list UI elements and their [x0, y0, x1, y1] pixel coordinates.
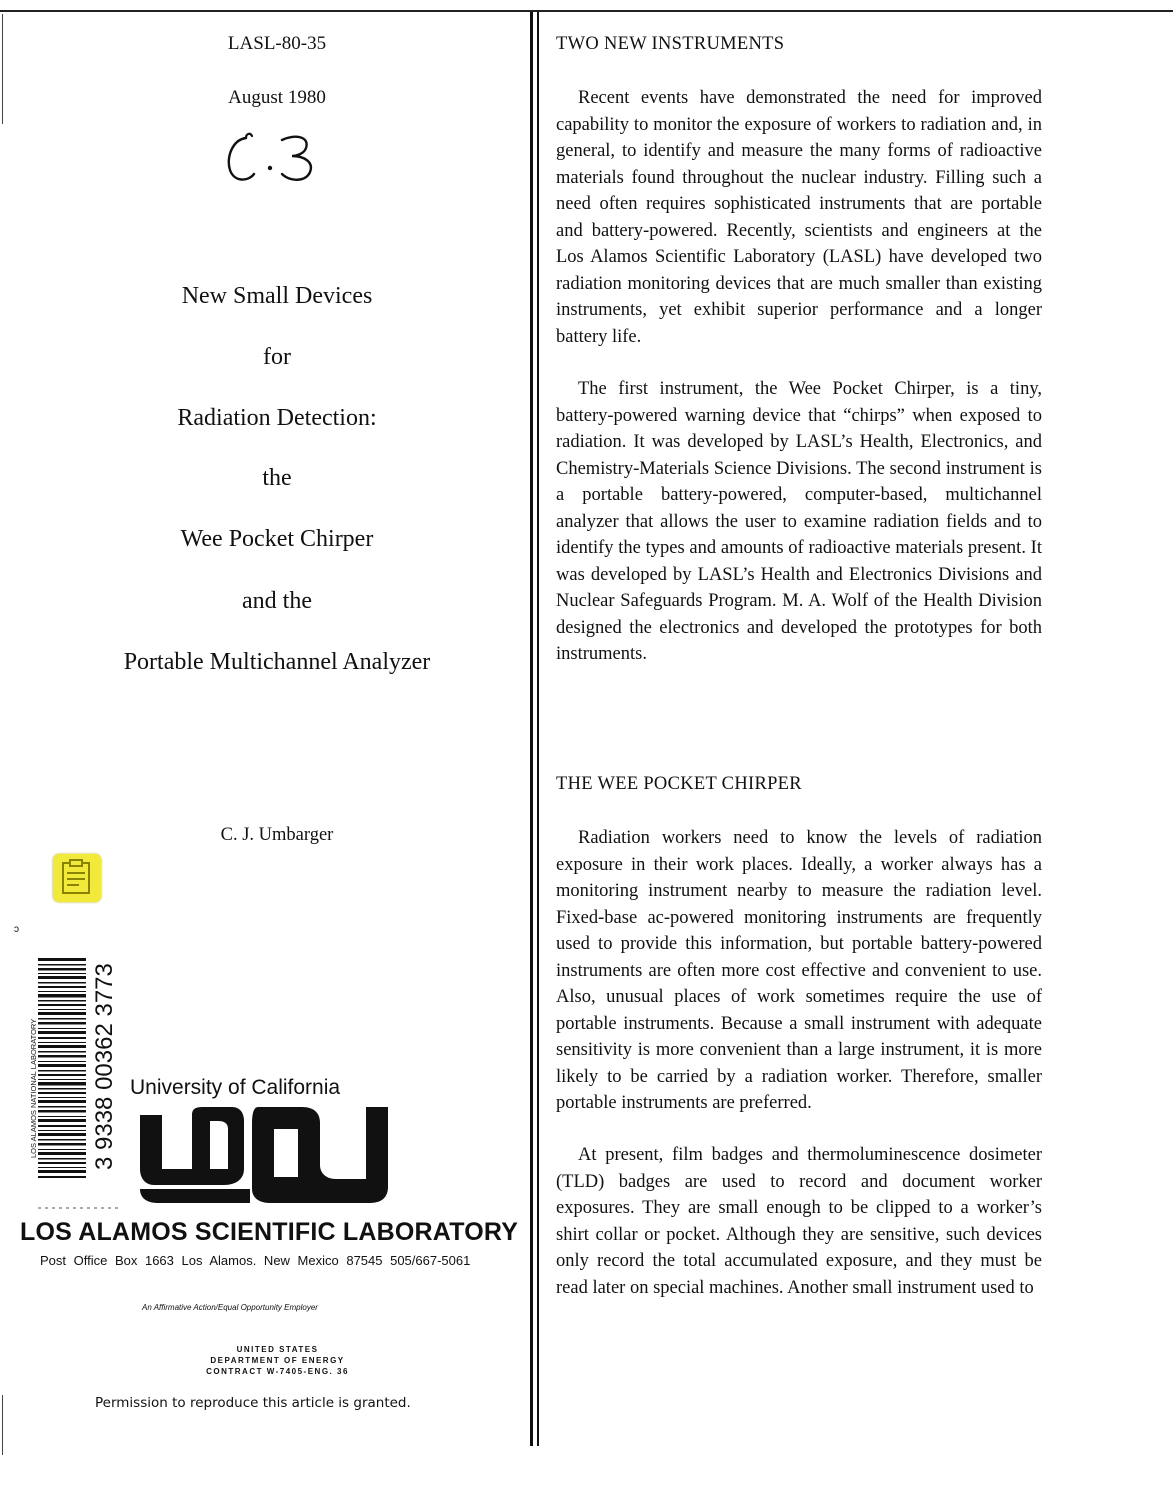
report-number: LASL-80-35: [227, 33, 327, 54]
laboratory-name: LOS ALAMOS SCIENTIFIC LABORATORY: [20, 1218, 519, 1246]
scan-left-edge-lower: [2, 1395, 3, 1455]
column-divider: [530, 12, 533, 1446]
doe-line-2: DEPARTMENT OF ENERGY: [210, 1356, 345, 1365]
title-line-6: and the: [242, 588, 312, 614]
barcode-label: LOS ALAMOS NATIONAL LABORATORY: [29, 1018, 38, 1158]
title-line-5: Wee Pocket Chirper: [180, 526, 374, 552]
paragraph-2: The first instrument, the Wee Pocket Chirper, is a tiny, battery-powered warning device that “chirps” when exposed to radiation. It was developed by LASL’s Health, Electronics, and Chemistry-Materials Science Divisions. The second instrument is a portable battery-powered, computer-based, multichannel analyzer that allows the user to examine radiation fields and to identify the types and amounts of radioactive materials present. It was developed by LASL’s Health and Electronics Divisions and Nuclear Safeguards Program. M. A. Wolf of the Health Division designed the electronics and developed the prototypes for both instruments.: [556, 379, 1042, 664]
barcode-number: 3 9338 00362 3773: [91, 963, 118, 1170]
library-barcode: [8, 918, 123, 1213]
scan-top-edge: [0, 10, 1173, 12]
title-line-3: Radiation Detection:: [177, 405, 377, 431]
column-divider-inner: [537, 12, 539, 1446]
title-line-4: the: [262, 465, 292, 491]
title-line-2: for: [263, 344, 291, 370]
laboratory-address: Post Office Box 1663 Los Alamos. New Mexico 87545 505/667-5061: [40, 1253, 471, 1268]
scan-left-edge: [2, 14, 3, 124]
paragraph-1: Recent events have demonstrated the need for improved capability to monitor the exposure of workers to radiation and, in general, to identify and measure the many forms of radioactive materials found throughout the nuclear industry. Filling such a need often requires sophisticated instruments that are portable and battery-powered. Recently, scientists and engineers at the Los Alamos Scientific Laboratory (LASL) have developed two radiation monitoring devices that are much smaller than existing instruments, yet exhibit superior performance and a longer battery life.: [556, 88, 1042, 347]
paragraph-3: Radiation workers need to know the levels of radiation exposure in their work places. Ideally, a worker always has a monitoring instrument nearby to measure the radiation level. Fixed-base ac-powered monitoring instruments are frequently used to provide this information, but portable battery-powered instruments are often more cost effective and convenient to use. Also, unusual places of work sometimes require the use of portable instruments. Because a small instrument with adequate sensitivity is more convenient than a large instrument, it is more likely to be carried by a radiation worker. Therefore, smaller portable instruments are preferred.: [556, 828, 1042, 1113]
lasl-logo: [140, 1107, 395, 1205]
title-line-7: Portable Multichannel Analyzer: [123, 649, 431, 675]
permission-note: Permission to reproduce this article is granted.: [95, 1395, 411, 1411]
doe-line-1: UNITED STATES: [236, 1345, 319, 1354]
handwritten-copy-mark: [222, 128, 342, 188]
doe-contract: [150, 1344, 405, 1377]
paragraph-4: At present, film badges and thermoluminescence dosimeter (TLD) badges are used to record and document worker exposures. They are small enough to be clipped to a worker’s shirt collar or pocket. Although they are sensitive, such devices only record the total accumulated exposure, and they must be read later on special machines. Another small instrument used to: [556, 1145, 1042, 1298]
employer-note: An Affirmative Action/Equal Opportunity Employer: [142, 1303, 318, 1312]
sticky-note-icon[interactable]: [53, 854, 101, 902]
title-line-1: New Small Devices: [181, 283, 373, 309]
author: C. J. Umbarger: [220, 825, 334, 845]
heading-two-new-instruments: TWO NEW INSTRUMENTS: [556, 34, 785, 54]
svg-text:ɔ: ɔ: [14, 924, 19, 935]
heading-wee-pocket-chirper: THE WEE POCKET CHIRPER: [556, 774, 802, 794]
svg-text:C.3: C.3: [222, 128, 224, 129]
doe-line-3: CONTRACT W-7405-ENG. 36: [206, 1367, 349, 1376]
report-date: August 1980: [228, 87, 326, 108]
university-name: University of California: [130, 1076, 341, 1099]
